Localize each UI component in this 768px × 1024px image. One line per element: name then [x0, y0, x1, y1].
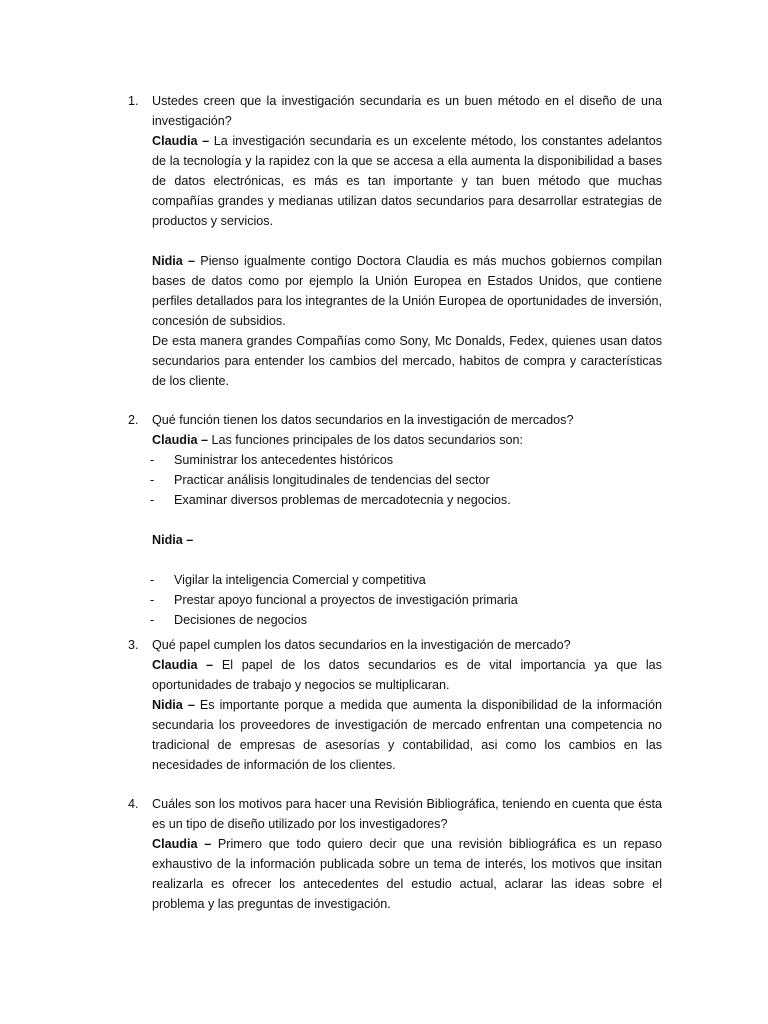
answer-claudia: [152, 430, 662, 450]
answer-text: Las funciones principales de los datos secundarios son:: [208, 433, 524, 447]
speaker-nidia: Nidia –: [152, 698, 195, 712]
speaker-claudia: Claudia –: [152, 658, 214, 672]
list-item: [152, 590, 662, 610]
answer-text: Pienso igualmente contigo Doctora Claudia es más muchos gobiernos compilan bases de datos como por ejemplo la Unión Europea en Estados Unidos, que contiene perfiles detallados para los integrantes de la Unión Europea de oportunidades de inversión, concesión de subsidios.: [152, 254, 662, 328]
answer-nidia: [152, 695, 662, 775]
list-item-text: Suministrar los antecedentes históricos: [174, 453, 394, 467]
question-1: [128, 91, 662, 391]
list-item: [152, 610, 662, 630]
paragraph-gap: [152, 550, 662, 570]
paragraph-gap: [152, 510, 662, 530]
answer-claudia: [152, 131, 662, 231]
claudia-bullet-list: [152, 450, 662, 510]
question-text: Qué función tienen los datos secundarios en la investigación de mercados?: [152, 413, 574, 427]
answer-continuation: De esta manera grandes Compañías como Sony, Mc Donalds, Fedex, quienes usan datos secundarios para entender los cambios del mercado, habitos de compra y características de los cliente.: [152, 334, 662, 388]
dash-marker: -: [150, 573, 155, 587]
list-item-text: Decisiones de negocios: [174, 613, 308, 627]
question-number: 2.: [128, 413, 139, 427]
dash-marker: -: [150, 473, 155, 487]
answer-nidia: [152, 251, 662, 331]
answer-text: El papel de los datos secundarios es de vital importancia ya que las oportunidades de trabajo y negocios se multiplicaran.: [152, 658, 662, 692]
speaker-claudia: Claudia –: [152, 837, 212, 851]
question-3: [128, 635, 662, 775]
dash-marker: -: [150, 613, 155, 627]
question-number: 3.: [128, 638, 139, 652]
dash-marker: -: [150, 453, 155, 467]
dash-marker: -: [150, 493, 155, 507]
answer-text: Primero que todo quiero decir que una revisión bibliográfica es un repaso exhaustivo de la información publicada sobre un tema de interés, los motivos que insitan realizarla es ofrecer los antecedentes del estudio actual, aclarar las ideas sobre el problema y las preguntas de investigación.: [152, 837, 662, 911]
speaker-claudia: Claudia –: [152, 134, 210, 148]
answer-claudia: [152, 655, 662, 695]
question-4: [128, 794, 662, 914]
list-item-text: Practicar análisis longitudinales de tendencias del sector: [174, 473, 490, 487]
list-item-text: Examinar diversos problemas de mercadotecnia y negocios.: [174, 493, 511, 507]
question-2: [128, 410, 662, 630]
answer-claudia: [152, 834, 662, 914]
question-text: Qué papel cumplen los datos secundarios en la investigación de mercado?: [152, 638, 571, 652]
list-item: [152, 470, 662, 490]
paragraph-gap: [152, 231, 662, 251]
list-item: [152, 490, 662, 510]
list-item: [152, 570, 662, 590]
answer-text: Es importante porque a medida que aumenta la disponibilidad de la información secundaria los proveedores de investigación de mercado enfrentan una competencia no tradicional de empresas de asesorías y contabilidad, asi como los cambios en las necesidades de información de los clientes.: [152, 698, 662, 772]
list-item-text: Vigilar la inteligencia Comercial y competitiva: [174, 573, 426, 587]
answer-text: La investigación secundaria es un excelente método, los constantes adelantos de la tecnología y la rapidez con la que se accesa a ella aumenta la disponibilidad a bases de datos electrónicas, es más es tan importante y tan buen método que muchas compañías grandes y medianas utilizan datos secundarios para desarrollar estrategias de productos y servicios.: [152, 134, 662, 228]
question-number: 1.: [128, 94, 139, 108]
question-text: Ustedes creen que la investigación secundaria es un buen método en el diseño de una investigación?: [152, 94, 662, 128]
speaker-nidia: Nidia –: [152, 254, 196, 268]
speaker-claudia: Claudia –: [152, 433, 208, 447]
list-item-text: Prestar apoyo funcional a proyectos de investigación primaria: [174, 593, 518, 607]
question-number: 4.: [128, 797, 139, 811]
question-text: Cuáles son los motivos para hacer una Revisión Bibliográfica, teniendo en cuenta que ésta es un tipo de diseño utilizado por los investigadores?: [152, 797, 662, 831]
speaker-nidia: Nidia –: [152, 533, 194, 547]
list-item: [152, 450, 662, 470]
nidia-bullet-list: [152, 570, 662, 630]
dash-marker: -: [150, 593, 155, 607]
